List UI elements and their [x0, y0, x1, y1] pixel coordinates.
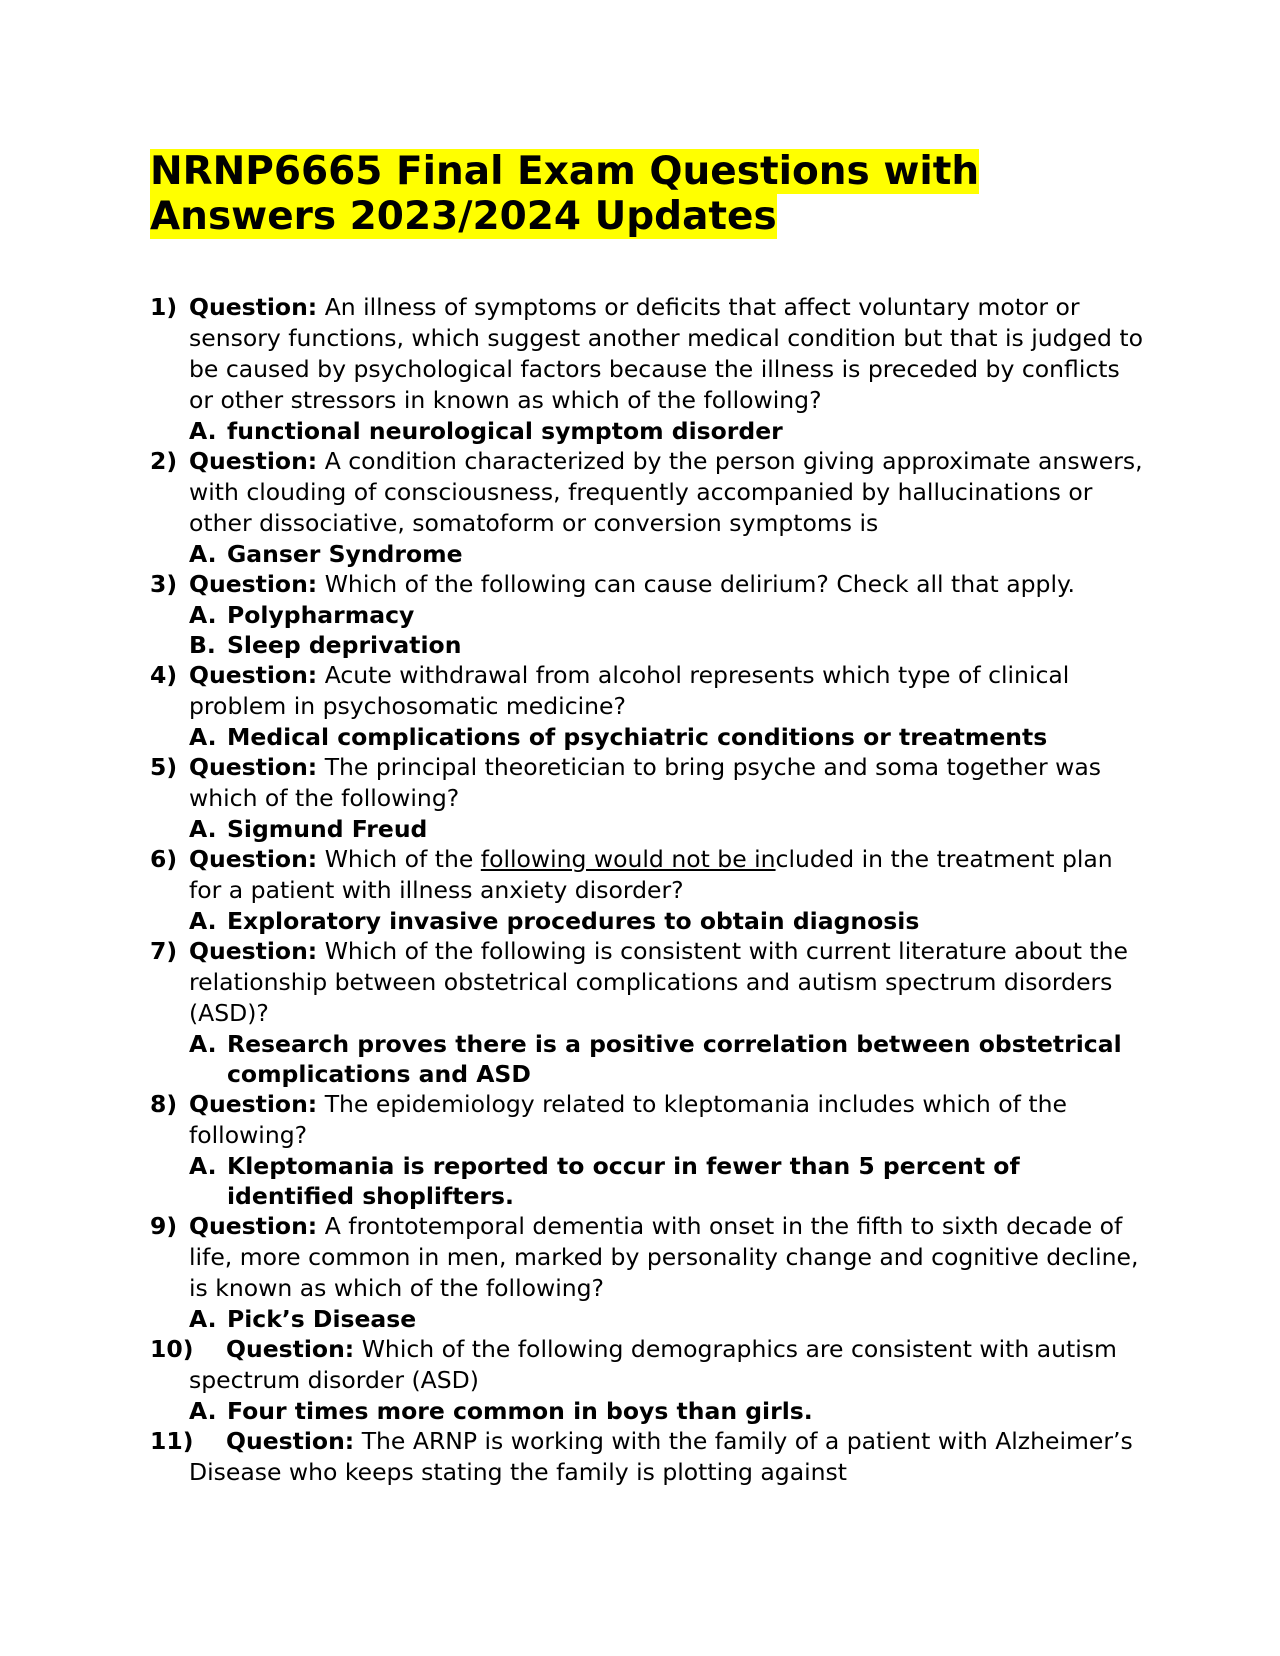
question-number: 4) — [150, 661, 178, 689]
question-text: The principal theoretician to bring psyche and soma together was which of the following? — [189, 753, 1101, 812]
answer-letter: A. — [189, 907, 217, 935]
answer-item — [189, 814, 1150, 844]
answer-item — [189, 1396, 1150, 1426]
answer-item — [189, 1304, 1150, 1334]
question-text: The epidemiology related to kleptomania includes which of the following? — [189, 1090, 1067, 1149]
answer-letter: A. — [189, 815, 217, 843]
question-item — [150, 1426, 1150, 1488]
question-label: Question: — [189, 570, 318, 598]
document-title — [150, 149, 1150, 239]
question-number: 7) — [150, 937, 178, 965]
question-item — [150, 569, 1150, 600]
question-text: The ARNP is working with the family of a patient with Alzheimer’s Disease who keeps stating the family is plotting against — [189, 1427, 1133, 1486]
answer-letter: A. — [189, 1030, 217, 1058]
answer-letter: A. — [189, 601, 217, 629]
answer-text: Sleep deprivation — [227, 631, 462, 659]
answer-text: Pick’s Disease — [227, 1305, 417, 1333]
answer-letter: A. — [189, 723, 217, 751]
answer-text: Research proves there is a positive correlation between obstetrical complications and ASD — [227, 1030, 1122, 1088]
answer-letter: A. — [189, 1305, 217, 1333]
answer-text: Polypharmacy — [227, 601, 415, 629]
answer-item — [189, 600, 1150, 630]
answer-text: Medical complications of psychiatric conditions or treatments — [227, 723, 1048, 751]
question-number: 8) — [150, 1090, 178, 1118]
answer-text: Four times more common in boys than girls. — [227, 1397, 813, 1425]
answer-item — [189, 906, 1150, 936]
question-label: Question: — [189, 1212, 318, 1240]
answer-letter: A. — [189, 417, 217, 445]
question-label: Question: — [226, 1427, 355, 1455]
question-label: Question: — [189, 753, 318, 781]
question-number: 10) — [150, 1335, 194, 1363]
question-text: Which of the following is consistent with current literature about the relationship between obstetrical complications and autism spectrum disorders (ASD)? — [189, 937, 1128, 1027]
question-item — [150, 446, 1150, 539]
question-number: 9) — [150, 1212, 178, 1240]
answer-item — [189, 630, 1150, 660]
question-text: An illness of symptoms or deficits that affect voluntary motor or sensory functions, which suggest another medical condition but that is judged to be caused by psychological factors because the illness is preceded by conflicts or other stressors in known as which of the following? — [189, 293, 1143, 414]
question-number: 11) — [150, 1427, 194, 1455]
answer-letter: A. — [189, 1152, 217, 1180]
question-number: 5) — [150, 753, 178, 781]
question-number: 6) — [150, 845, 178, 873]
answer-item — [189, 416, 1150, 446]
question-label: Question: — [189, 293, 318, 321]
answer-letter: A. — [189, 1397, 217, 1425]
question-number: 1) — [150, 293, 178, 321]
question-text: Which of the following can cause delirium? Check all that apply. — [324, 570, 1076, 598]
question-text: Acute withdrawal from alcohol represents which type of clinical problem in psychosomatic medicine? — [189, 661, 1070, 720]
question-item — [150, 660, 1150, 722]
question-item — [150, 1089, 1150, 1151]
question-item — [150, 936, 1150, 1029]
answer-item — [189, 539, 1150, 569]
question-label: Question: — [226, 1335, 355, 1363]
answer-item — [189, 722, 1150, 752]
title-highlight: NRNP6665 Final Exam Questions with Answers 2023/2024 Updates — [150, 149, 980, 239]
question-item — [150, 752, 1150, 814]
question-text: Which of the following demographics are consistent with autism spectrum disorder (ASD) — [189, 1335, 1117, 1394]
question-item — [150, 844, 1150, 906]
answer-text: Sigmund Freud — [227, 815, 428, 843]
question-item — [150, 292, 1150, 416]
question-item — [150, 1211, 1150, 1304]
answer-letter: A. — [189, 540, 217, 568]
question-item — [150, 1334, 1150, 1396]
underlined-phrase: following would not be in — [480, 845, 776, 873]
question-text-end: cluded in the treatment plan for a patient with illness anxiety disorder? — [189, 845, 1113, 904]
question-text-start: Which of the — [324, 845, 481, 873]
answer-item — [189, 1151, 1150, 1211]
answer-text: Ganser Syndrome — [227, 540, 463, 568]
question-text: A condition characterized by the person giving approximate answers, with clouding of consciousness, frequently accompanied by hallucinations or other dissociative, somatoform or conversion symptoms is — [189, 447, 1143, 537]
question-label: Question: — [189, 447, 318, 475]
answer-text: functional neurological symptom disorder — [227, 417, 783, 445]
question-label: Question: — [189, 937, 318, 965]
answer-item — [189, 1029, 1150, 1089]
question-label: Question: — [189, 845, 318, 873]
answer-text: Exploratory invasive procedures to obtain diagnosis — [227, 907, 920, 935]
question-number: 2) — [150, 447, 178, 475]
question-label: Question: — [189, 1090, 318, 1118]
question-label: Question: — [189, 661, 318, 689]
answer-letter: B. — [189, 631, 216, 659]
question-number: 3) — [150, 570, 178, 598]
question-list — [150, 292, 1150, 1488]
answer-text: Kleptomania is reported to occur in fewer than 5 percent of identified shoplifters. — [227, 1152, 1020, 1210]
question-text: A frontotemporal dementia with onset in the fifth to sixth decade of life, more common in men, marked by personality change and cognitive decline, is known as which of the following? — [189, 1212, 1139, 1302]
